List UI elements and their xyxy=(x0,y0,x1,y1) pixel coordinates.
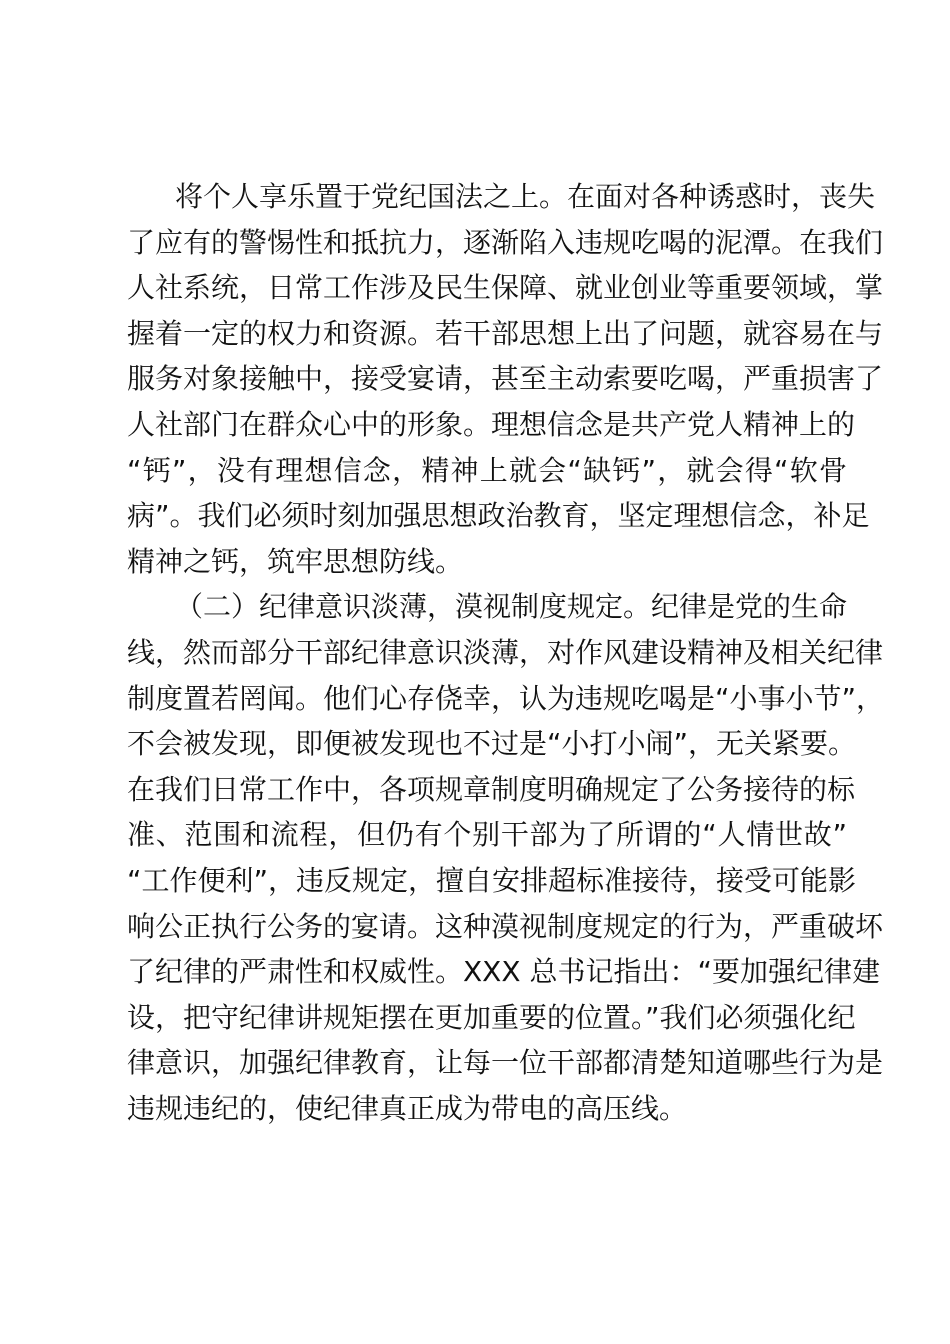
paragraph-2 xyxy=(127,584,885,1131)
paragraph-line: “钙”，没有理想信念，精神上就会“缺钙”，就会得“软骨 xyxy=(127,453,847,487)
paragraph-line: 响公正执行公务的宴请。这种漠视制度规定的行为，严重破坏 xyxy=(127,909,884,943)
paragraph-line: 制度置若罔闻。他们心存侥幸，认为违规吃喝是“小事小节”， xyxy=(127,681,885,715)
paragraph-line: 握着一定的权力和资源。若干部思想上出了问题，就容易在与 xyxy=(127,316,884,350)
paragraph-line: 不会被发现，即便被发现也不过是“小打小闹”，无关紧要。 xyxy=(127,727,857,761)
paragraph-line: 服务对象接触中，接受宴请，甚至主动索要吃喝，严重损害了 xyxy=(127,362,884,396)
paragraph-line: （二）纪律意识淡薄，漠视制度规定。纪律是党的生命 xyxy=(175,590,848,624)
paragraph-line: “工作便利”，违反规定，擅自安排超标准接待，接受可能影 xyxy=(127,863,857,897)
paragraph-1 xyxy=(127,174,884,584)
paragraph-line: 病”。我们必须时刻加强思想政治教育，坚定理想信念，补足 xyxy=(127,499,870,533)
paragraph-line: 律意识，加强纪律教育，让每一位干部都清楚知道哪些行为是 xyxy=(127,1046,884,1080)
paragraph-line: 了应有的警惕性和抵抗力，逐渐陷入违规吃喝的泥潭。在我们 xyxy=(127,225,884,259)
paragraph-line: 了纪律的严肃性和权威性。XXX 总书记指出：“要加强纪律建 xyxy=(127,955,880,989)
paragraph-line: 违规违纪的，使纪律真正成为带电的高压线。 xyxy=(127,1091,688,1125)
paragraph-line: 设，把守纪律讲规矩摆在更加重要的位置。”我们必须强化纪 xyxy=(127,1000,856,1034)
paragraph-line: 线，然而部分干部纪律意识淡薄，对作风建设精神及相关纪律 xyxy=(127,635,884,669)
paragraph-line: 人社部门在群众心中的形象。理想信念是共产党人精神上的 xyxy=(127,407,856,441)
paragraph-line: 精神之钙，筑牢思想防线。 xyxy=(127,544,464,578)
paragraph-line: 准、范围和流程，但仍有个别干部为了所谓的“人情世故” xyxy=(127,818,847,852)
document-body xyxy=(127,174,885,1131)
paragraph-line: 将个人享乐置于党纪国法之上。在面对各种诱惑时，丧失 xyxy=(175,180,876,213)
paragraph-line: 人社系统，日常工作涉及民生保障、就业创业等重要领域，掌 xyxy=(127,271,884,305)
paragraph-line: 在我们日常工作中，各项规章制度明确规定了公务接待的标 xyxy=(127,772,856,806)
